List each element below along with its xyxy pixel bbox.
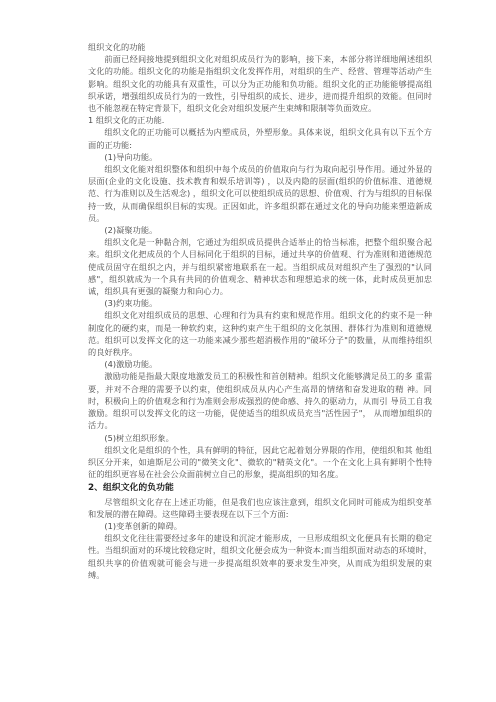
item-heading-constraint: (3)约束功能。 bbox=[104, 298, 158, 309]
item-heading-cohesion: (2)凝聚功能。 bbox=[104, 225, 158, 236]
document-body bbox=[88, 41, 432, 581]
paragraph-guidance: 组织文化能对组织整体和组织中每个成员的价值取向与行为取向起引导作用。通过外显的层面(企业的文化设施、技术教育和娱乐培训等) ，以及内隐的层面(组织的价值标准、道德规范、行为准则以及生活观念) ，组织文化可以使组织成员的思想、价值观、行为与组织的目标保持一致，从而确保组织目标的实现。正因如此，许多组织都在通过文化的导向功能来塑造新成员。 bbox=[88, 164, 432, 223]
item-heading-image: (5)树立组织形象。 bbox=[104, 432, 174, 443]
paragraph-cohesion: 组织文化是一种黏合剂，它通过为组织成员提供合适举止的恰当标准，把整个组织聚合起来。组织文化把成员的个人目标同化于组织的目标，通过共享的价值观、行为准则和道德规范使成员固守在组织之内，并与组织紧密地联系在一起。当组织成员对组织产生了强烈的"认同感"，组织就成为一个具有共同的价值观念、精神状态和理想追求的统一体，此时成员更加忠诚，组织具有更强的凝聚力和向心力。 bbox=[88, 237, 432, 297]
paragraph-motivation: 激励功能是指最大限度地激发员工的积极性和首创精神。组织文化能够满足员工的多 重需要，并对不合理的需要予以约束，使组织成员从内心产生高昂的情绪和奋发进取的精 神。同时，积极向上的价值观念和行为准则会形成强烈的使命感、持久的驱动力，从而引 导员工自我激励。组织可以发挥文化的这一功能，促使适当的组织成员充当"活性因子"， 从而增加组织的活力。 bbox=[88, 371, 432, 431]
section-heading-negative-functions: 2、组织文化的负功能 bbox=[88, 483, 174, 494]
item-heading-guidance: (1)导向功能。 bbox=[104, 151, 158, 162]
item-heading-motivation: (4)激励功能。 bbox=[104, 359, 158, 370]
paragraph-constraint: 组织文化对组织成员的思想、心理和行为具有约束和规范作用。组织文化的约束不是一种制度化的硬约束，而是一种软约束，这种约束产生于组织的文化氛围、群体行为准则和道德规范。组织可以发挥文化的这一功能来减少那些超消极作用的"破坏分子"的数量，从而维持组织的良好秩序。 bbox=[88, 310, 432, 358]
item-heading-innovation-barrier: (1)变革创新的障碍。 bbox=[104, 520, 183, 531]
paragraph-negative-intro: 尽管组织文化存在上述正功能，但是我们也应该注意到，组织文化同时可能成为组织变革和发展的潜在障碍。这些障碍主要表现在以下三个方面: bbox=[88, 496, 432, 519]
paragraph-innovation-barrier: 组织文化往往需要经过多年的建设和沉淀才能形成，一旦形成组织文化便具有长期的稳定性。当组织面对的环境比较稳定时，组织文化便会成为一种资本;而当组织面对动态的环境时，组织共享的价值观就可能会与进一步提高组织效率的要求发生冲突，从而成为组织发展的束缚。 bbox=[88, 533, 432, 580]
paragraph-image: 组织文化是组织的个性，具有鲜明的特征，因此它起着划分界限的作用，使组织和其 他组织区分开来，如迪斯尼公司的"微笑文化"、微软的"精英文化"。一个在文化上具有鲜明个性特征的组织更容易在社会公众面前树立自己的形象，提高组织的知名度。 bbox=[88, 444, 432, 480]
paragraph-intro: 前面已经间接地提到组织文化对组织成员行为的影响，接下来，本部分将详细地阐述组织文化的功能。组织文化的功能是指组织文化发挥作用，对组织的生产、经营、管理等活动产生影响。组织文化的功能具有双重性，可以分为正功能和负功能。组织文化的正功能能够提高组织承诺，增强组织成员行为的一致性，引导组织的成长、进步，进而提升组织的效能。但同时也不能忽视在特定背景下，组织文化会对组织发展产生束缚和限制等负面效应。 bbox=[88, 54, 432, 114]
document-title: 组织文化的功能 bbox=[88, 42, 146, 52]
paragraph-positive-summary: 组织文化的正功能可以概括为内塑成员，外塑形象。具体来说，组织文化具有以下五个方面的正功能: bbox=[88, 127, 432, 150]
subheading-positive-functions: 1 组织文化的正功能. bbox=[88, 115, 165, 126]
